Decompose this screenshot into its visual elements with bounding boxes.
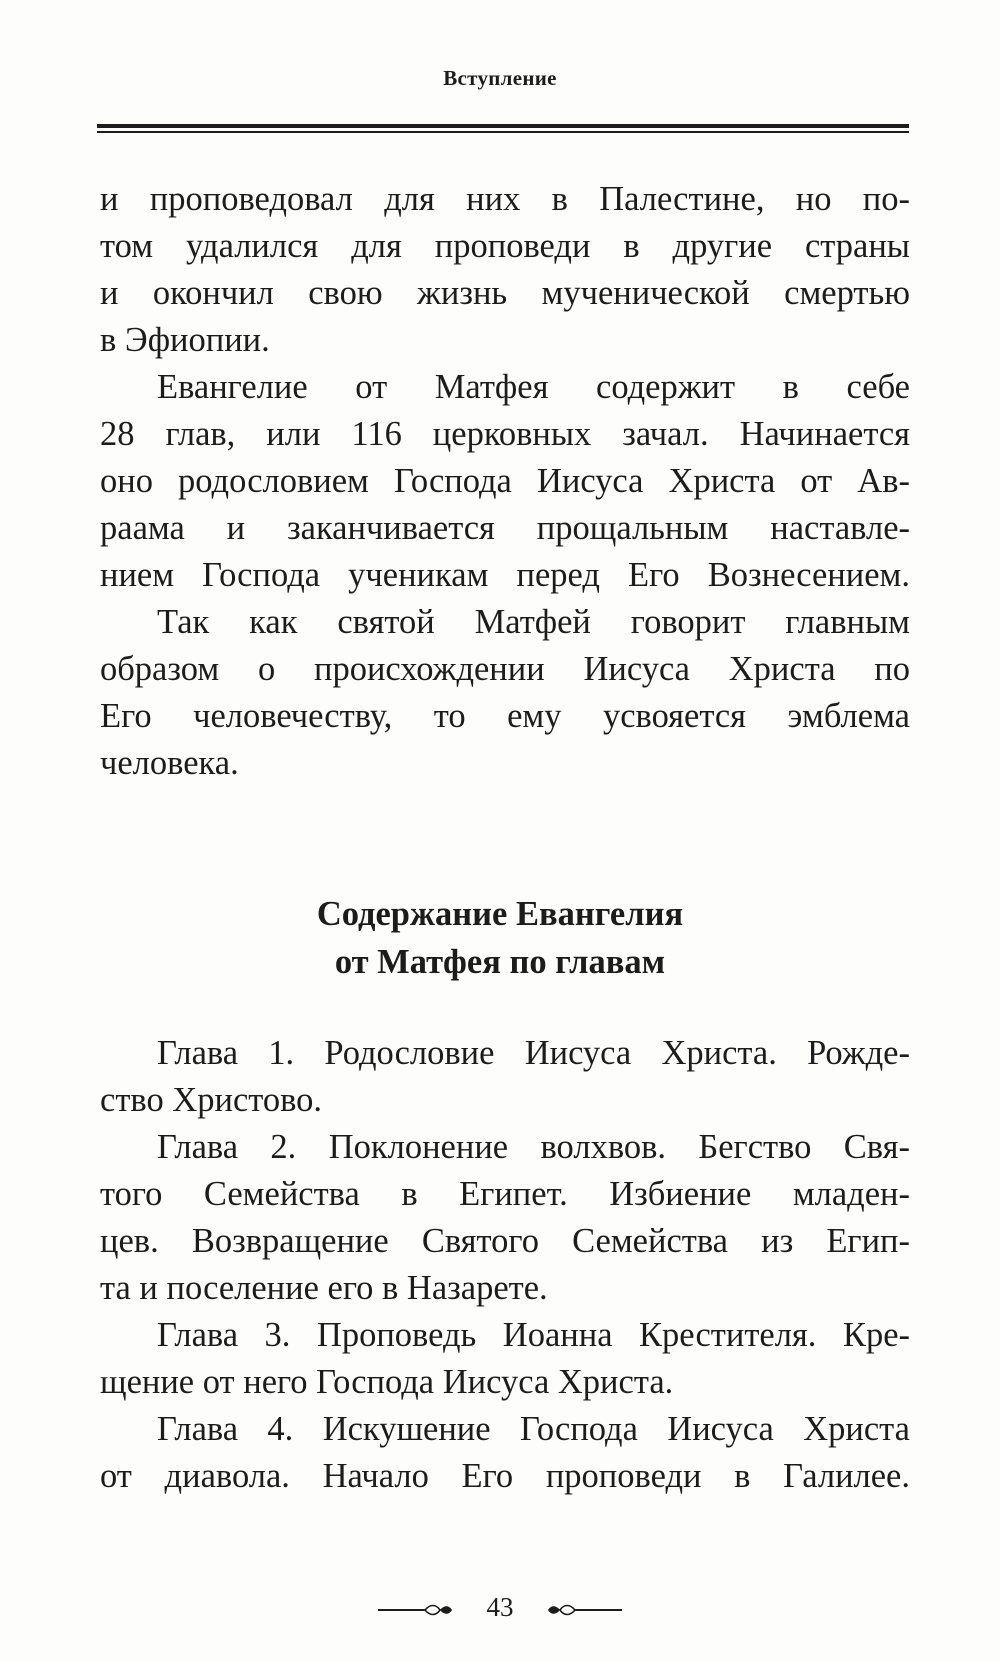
text-line: раама и заканчивается прощальным наставле- [100, 509, 910, 547]
text-line: образом о происхождении Иисуса Христа по [100, 650, 910, 688]
text-line: человека. [100, 744, 239, 782]
chapter-line: Глава 4. Искушение Господа Иисуса Христа [157, 1410, 910, 1448]
text-line: Его человечеству, то ему усвояется эмблема [100, 697, 910, 735]
text-line: Евангелие от Матфея содержит в себе [157, 368, 910, 406]
text-line: 28 глав, или 116 церковных зачал. Начинается [100, 415, 910, 453]
chapter-line: от диавола. Начало Его проповеди в Галилее. [100, 1457, 910, 1495]
chapter-line: Глава 3. Проповедь Иоанна Крестителя. Кре- [157, 1316, 910, 1354]
page-footer [0, 1590, 1000, 1630]
section-heading-line-2: от Матфея по главам [334, 943, 666, 981]
text-line: и окончил свою жизнь мученической смертью [100, 274, 910, 312]
running-head: Вступление [443, 66, 557, 90]
text-line: Так как святой Матфей говорит главным [157, 603, 910, 641]
page-number: 43 [486, 1592, 514, 1622]
chapter-list [100, 1030, 910, 1500]
chapter-line: щение от него Господа Иисуса Христа. [100, 1363, 674, 1401]
section-heading-line-1: Содержание Евангелия [316, 895, 684, 933]
text-line: нием Господа ученикам перед Его Вознесением. [100, 556, 910, 594]
text-line: том удалился для проповеди в другие страны [100, 227, 910, 265]
chapter-line: цев. Возвращение Святого Семейства из Егип- [100, 1222, 910, 1260]
text-line: оно родословием Господа Иисуса Христа от Ав- [100, 462, 910, 500]
text-line: в Эфиопии. [100, 321, 270, 359]
chapter-line: та и поселение его в Назарете. [100, 1269, 548, 1307]
header-rule-thick [97, 124, 909, 128]
chapter-line: Глава 2. Поклонение волхвов. Бегство Свя- [157, 1128, 910, 1166]
text-line: и проповедовал для них в Палестине, но по- [100, 180, 910, 218]
intro-text [100, 176, 910, 787]
header-double-rule [97, 124, 909, 134]
header-rule-thin [97, 131, 909, 133]
chapter-line: того Семейства в Египет. Избиение младен- [100, 1175, 910, 1213]
chapter-line: Глава 1. Родословие Иисуса Христа. Рожде- [157, 1034, 910, 1072]
chapter-line: ство Христово. [100, 1081, 323, 1119]
section-heading [0, 890, 1000, 986]
